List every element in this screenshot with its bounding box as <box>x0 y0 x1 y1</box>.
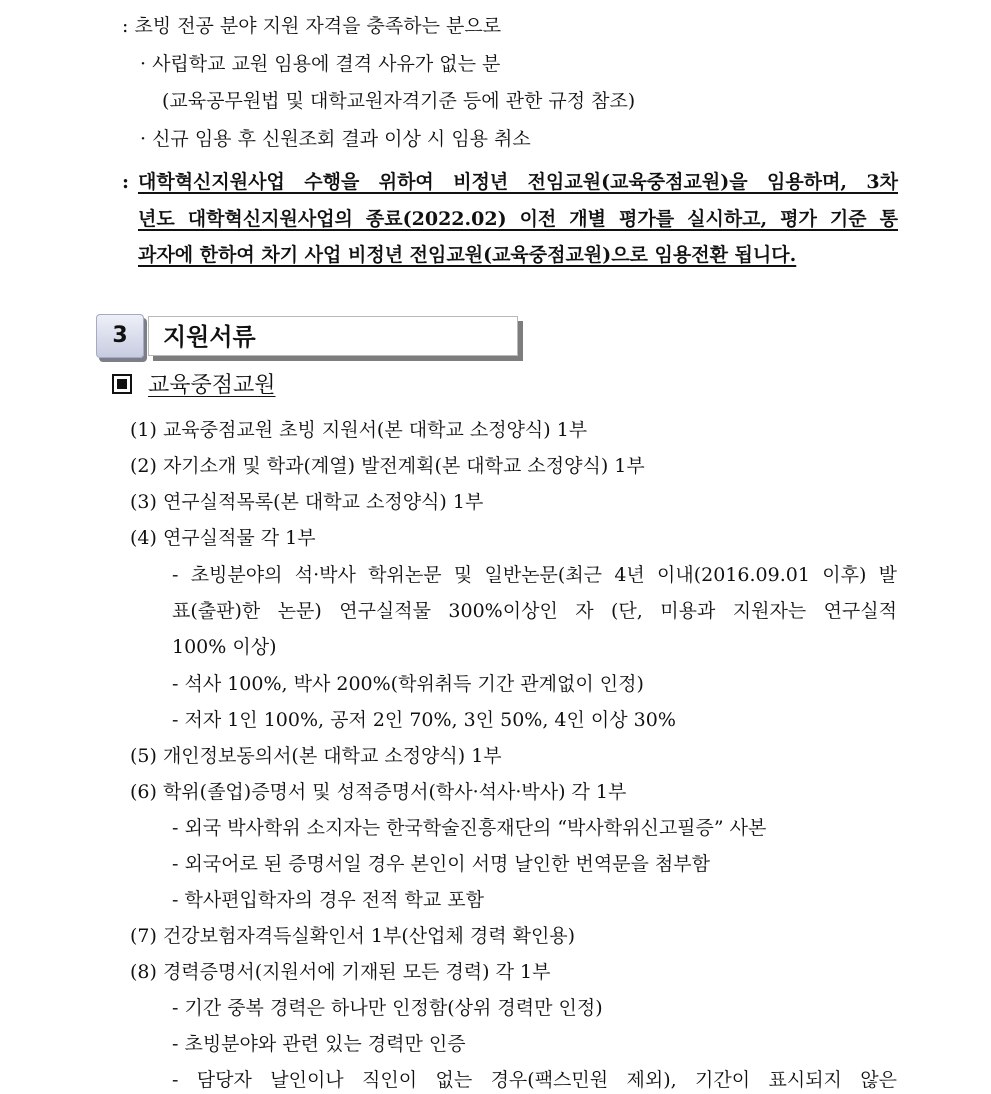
list-subitem: - 초빙분야의 석·박사 학위논문 및 일반논문(최근 4년 이내(2016.09.01 이후) 발 <box>172 564 897 586</box>
notice-colon: : <box>122 171 130 193</box>
notice-line: 대학혁신지원사업 수행을 위하여 비정년 전임교원(교육중점교원)을 임용하며, 3차 <box>138 171 898 193</box>
list-subitem: - 담당자 날인이나 직인이 없는 경우(팩스민원 제외), 기간이 표시되지 않은 <box>172 1069 897 1091</box>
notice-line: 년도 대학혁신지원사업의 종료(2022.02) 이전 개별 평가를 실시하고, 평가 기준 통 <box>138 208 898 230</box>
eligibility-line: : 초빙 전공 분야 지원 자격을 충족하는 분으로 <box>122 15 502 37</box>
list-subitem: - 외국어로 된 증명서일 경우 본인이 서명 날인한 번역문을 첨부함 <box>172 853 710 875</box>
eligibility-bullet: · 신규 임용 후 신원조회 결과 이상 시 임용 취소 <box>140 128 531 150</box>
filled-square-icon <box>112 374 132 394</box>
section-number: 3 <box>96 314 144 358</box>
list-item: (2) 자기소개 및 학과(계열) 발전계획(본 대학교 소정양식) 1부 <box>130 455 645 477</box>
list-item: (8) 경력증명서(지원서에 기재된 모든 경력) 각 1부 <box>130 961 551 983</box>
eligibility-note: (교육공무원법 및 대학교원자격기준 등에 관한 규정 참조) <box>162 90 636 112</box>
subsection-title: 교육중점교원 <box>148 373 276 398</box>
list-item: (6) 학위(졸업)증명서 및 성적증명서(학사·석사·박사) 각 1부 <box>130 781 627 803</box>
list-item: (3) 연구실적목록(본 대학교 소정양식) 1부 <box>130 491 484 513</box>
notice-line: 과자에 한하여 차기 사업 비정년 전임교원(교육중점교원)으로 임용전환 됩니다. <box>138 244 797 266</box>
list-subitem-cont: 표(출판)한 논문) 연구실적물 300%이상인 자 (단, 미용과 지원자는 연구실적 <box>172 600 897 622</box>
list-item: (7) 건강보험자격득실확인서 1부(산업체 경력 확인용) <box>130 925 576 947</box>
eligibility-bullet: · 사립학교 교원 임용에 결격 사유가 없는 분 <box>140 53 501 75</box>
list-subitem-cont: 100% 이상) <box>172 636 277 658</box>
list-subitem: - 학사편입학자의 경우 전적 학교 포함 <box>172 889 484 911</box>
section-title: 지원서류 <box>148 316 518 356</box>
list-subitem: - 초빙분야와 관련 있는 경력만 인증 <box>172 1033 466 1055</box>
list-item: (4) 연구실적물 각 1부 <box>130 527 316 549</box>
list-item: (5) 개인정보동의서(본 대학교 소정양식) 1부 <box>130 745 502 767</box>
list-subitem: - 석사 100%, 박사 200%(학위취득 기간 관계없이 인정) <box>172 673 644 695</box>
list-subitem: - 외국 박사학위 소지자는 한국학술진흥재단의 “박사학위신고필증” 사본 <box>172 817 767 839</box>
list-item: (1) 교육중점교원 초빙 지원서(본 대학교 소정양식) 1부 <box>130 419 588 441</box>
list-subitem: - 저자 1인 100%, 공저 2인 70%, 3인 50%, 4인 이상 30% <box>172 709 676 731</box>
list-subitem: - 기간 중복 경력은 하나만 인정함(상위 경력만 인정) <box>172 997 603 1019</box>
subsection-heading <box>112 372 276 400</box>
